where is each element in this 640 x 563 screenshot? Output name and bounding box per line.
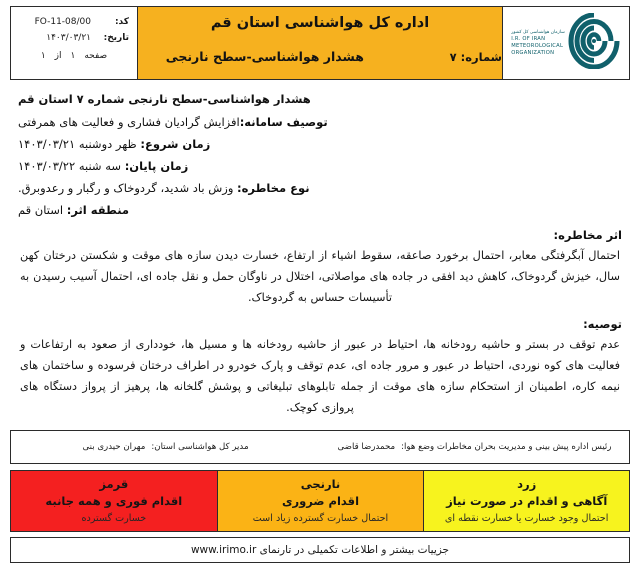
footer-website-url[interactable]: www.irimo.ir bbox=[190, 544, 257, 556]
field-hazard-type bbox=[18, 180, 624, 197]
document-body bbox=[10, 80, 630, 418]
field-value: افزایش گرادیان فشاری و فعالیت های همرفتی bbox=[18, 115, 240, 129]
document-code-box bbox=[10, 6, 138, 80]
logo-line-fa: سازمان هواشناسی کل کشور bbox=[511, 29, 565, 35]
document-header bbox=[10, 6, 630, 80]
field-affected-area bbox=[18, 202, 624, 219]
page-current: ۱ bbox=[70, 51, 76, 61]
meteorological-spiral-icon bbox=[567, 13, 621, 73]
code-row bbox=[19, 14, 129, 30]
advice-section bbox=[16, 317, 624, 418]
code-label: کد: bbox=[114, 17, 129, 27]
legend-level-name: زرد bbox=[517, 477, 537, 491]
legend-level-orange bbox=[217, 470, 424, 532]
date-value: ۱۴۰۳/۰۳/۲۱ bbox=[46, 33, 91, 43]
logo-line-3: ORGANIZATION bbox=[511, 50, 555, 57]
warning-number bbox=[432, 50, 502, 64]
legend-level-action: اقدام ضروری bbox=[281, 494, 360, 508]
signature-row bbox=[10, 430, 630, 464]
field-label: منطقه اثر: bbox=[66, 203, 130, 217]
code-value: FO-11-08/00 bbox=[34, 17, 91, 27]
severity-legend bbox=[10, 470, 630, 532]
field-value: ظهر دوشنبه ۱۴۰۳/۰۳/۲۱ bbox=[18, 137, 137, 151]
field-value: استان قم bbox=[18, 203, 64, 217]
footer-note bbox=[191, 544, 449, 556]
signature-role: رئیس اداره پیش بینی و مدیریت بحران مخاطرات وضع هوا: bbox=[401, 442, 612, 452]
legend-level-yellow bbox=[423, 470, 630, 532]
date-row bbox=[19, 30, 129, 46]
advice-section-title: توصیه: bbox=[583, 317, 622, 331]
legend-level-description: خسارت گسترده bbox=[81, 513, 147, 524]
field-value: وزش باد شدید، گردوخاک و رگبار و رعدوبرق. bbox=[18, 181, 234, 195]
page-total: ۱ bbox=[40, 51, 46, 61]
org-logo-cell bbox=[502, 6, 630, 80]
impact-section-body: احتمال آبگرفتگی معابر، احتمال برخورد صاعقه، سقوط اشیاء از ارتفاع، خسارت دیدن سازه های موقت و شکستن درختان کهن سال، خیزش گردوخاک، کاهش دید افقی در جاده های مواصلاتی، اختلال در ناوگان حمل و نقل جاده ای، احتمال آسیب رسیدن به تأسیسات حساس به گردوخاک. bbox=[20, 249, 620, 304]
logo-line-2: METEOROLOGICAL bbox=[511, 43, 564, 49]
organization-title: اداره کل هواشناسی استان قم bbox=[210, 15, 430, 31]
title-banner bbox=[138, 6, 502, 80]
legend-level-red bbox=[10, 470, 217, 532]
field-label: زمان پایان: bbox=[124, 159, 189, 173]
legend-level-description: احتمال وجود خسارت یا خسارت نقطه ای bbox=[444, 513, 609, 524]
legend-level-name: قرمز bbox=[99, 477, 129, 491]
field-label: توصیف سامانه: bbox=[239, 115, 328, 129]
legend-level-description: احتمال خسارت گسترده زیاد است bbox=[252, 513, 389, 524]
impact-section-title: اثر مخاطره: bbox=[553, 228, 622, 242]
document-footer bbox=[10, 537, 630, 563]
signature-name: محمدرضا قاضی bbox=[337, 442, 396, 452]
signature-role: مدیر کل هواشناسی استان: bbox=[151, 442, 249, 452]
legend-level-action: آگاهی و اقدام در صورت نیاز bbox=[446, 494, 608, 508]
legend-level-name: نارنجی bbox=[300, 477, 341, 491]
warning-number-label: شماره: bbox=[460, 50, 502, 64]
field-end-time bbox=[18, 158, 624, 175]
warning-number-value: ۷ bbox=[449, 50, 457, 64]
page-of-label: از bbox=[54, 51, 62, 61]
signature-name: مهران حیدری بنی bbox=[82, 442, 146, 452]
warning-document-page bbox=[0, 6, 640, 556]
org-logo-text bbox=[511, 29, 565, 58]
impact-section bbox=[16, 228, 624, 308]
signature-forecast-chief bbox=[320, 442, 629, 452]
warning-subtitle: هشدار هواشناسی-سطح نارنجی bbox=[165, 49, 364, 64]
page-row bbox=[19, 46, 129, 64]
legend-level-action: اقدام فوری و همه جانبه bbox=[45, 494, 183, 508]
field-start-time bbox=[18, 136, 624, 153]
signature-director-general bbox=[11, 442, 320, 452]
logo-line-1: I.R. OF IRAN bbox=[511, 35, 546, 42]
field-value: سه شنبه ۱۴۰۳/۰۳/۲۲ bbox=[18, 159, 122, 173]
page-label: صفحه bbox=[84, 51, 108, 61]
advice-section-body: عدم توقف در بستر و حاشیه رودخانه ها، احتیاط در عبور از حاشیه رودخانه ها و مسیل ها، خودداری از صعود به ارتفاعات و فعالیت های کوه نوردی، احتیاط در عبور و مرور جاده ای، عدم توقف و پارک خودرو در اطراف درختان فرسوده و ساختمان های نیمه کاره، اطمینان از استحکام سازه های موقت از جمله تابلوهای تبلیغاتی و پوشش گلخانه ها، پرهیز از پرواز دستگاه های پروازی کوچک. bbox=[20, 338, 620, 414]
field-system-description bbox=[18, 114, 624, 131]
footer-note-text: جزییات بیشتر و اطلاعات تکمیلی در تارنمای bbox=[259, 544, 450, 556]
field-label: زمان شروع: bbox=[140, 137, 211, 151]
field-label: نوع مخاطره: bbox=[237, 181, 310, 195]
date-label: تاریخ: bbox=[103, 33, 129, 43]
alert-headline: هشدار هواشناسی-سطح نارنجی شماره ۷ استان قم bbox=[18, 92, 311, 106]
